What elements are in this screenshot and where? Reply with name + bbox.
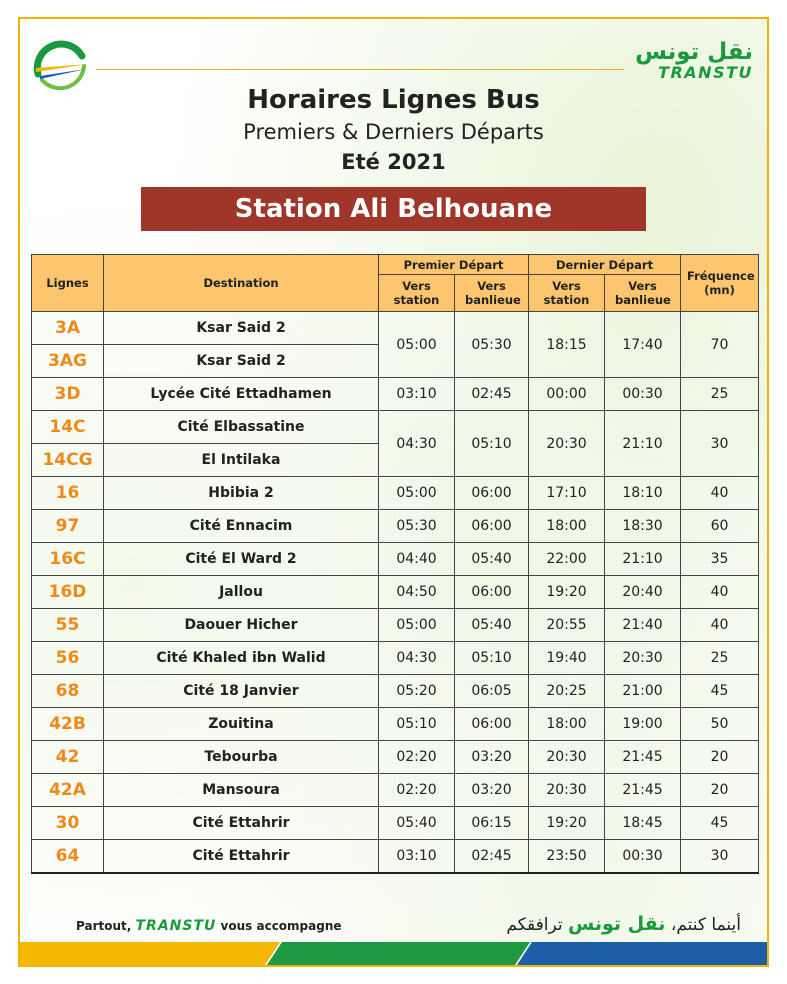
dernier-vers-station: 20:30 (529, 774, 605, 807)
line-code: 14C (32, 411, 104, 444)
line-code: 14CG (32, 444, 104, 477)
line-code: 3A (32, 312, 104, 345)
destination: Cité Ennacim (104, 510, 379, 543)
line-code: 30 (32, 807, 104, 840)
table-row (32, 510, 759, 543)
header-frequence: Fréquence (mn) (681, 255, 759, 312)
destination: Cité El Ward 2 (104, 543, 379, 576)
line-code: 42B (32, 708, 104, 741)
header-dernier-depart: Dernier Départ (529, 255, 681, 275)
brand-arabic: نقل تونس (635, 39, 753, 65)
destination: Zouitina (104, 708, 379, 741)
frequence: 45 (681, 675, 759, 708)
line-code: 64 (32, 840, 104, 874)
frequence: 40 (681, 609, 759, 642)
destination: Cité 18 Janvier (104, 675, 379, 708)
dernier-vers-station: 18:00 (529, 708, 605, 741)
frequence: 60 (681, 510, 759, 543)
dernier-vers-station: 20:25 (529, 675, 605, 708)
dernier-vers-station: 22:00 (529, 543, 605, 576)
premier-vers-station: 05:30 (379, 510, 455, 543)
footer-ar-text-1: أينما كنتم، (665, 915, 741, 935)
season-label: Eté 2021 (341, 150, 446, 174)
destination: El Intilaka (104, 444, 379, 477)
destination: Jallou (104, 576, 379, 609)
table-row (32, 576, 759, 609)
table-row (32, 840, 759, 874)
header-premier-vers-station: Vers station (379, 275, 455, 312)
premier-vers-banlieue: 02:45 (455, 378, 529, 411)
dernier-vers-banlieue: 21:45 (605, 741, 681, 774)
table-row (32, 807, 759, 840)
frequence: 40 (681, 477, 759, 510)
frequence: 35 (681, 543, 759, 576)
frequence: 30 (681, 411, 759, 477)
table-row (32, 675, 759, 708)
header-premier-depart: Premier Départ (379, 255, 529, 275)
table-row (32, 708, 759, 741)
dernier-vers-station: 19:20 (529, 807, 605, 840)
dernier-vers-banlieue: 21:10 (605, 411, 681, 477)
table-row (32, 378, 759, 411)
premier-vers-station: 05:40 (379, 807, 455, 840)
premier-vers-station: 04:50 (379, 576, 455, 609)
premier-vers-banlieue: 06:00 (455, 477, 529, 510)
header-lignes: Lignes (32, 255, 104, 312)
brand-latin: TRANSTU (658, 63, 753, 82)
table-row (32, 543, 759, 576)
line-code: 56 (32, 642, 104, 675)
table-row (32, 312, 759, 345)
destination: Cité Khaled ibn Walid (104, 642, 379, 675)
dernier-vers-station: 17:10 (529, 477, 605, 510)
dernier-vers-banlieue: 21:00 (605, 675, 681, 708)
dernier-vers-station: 19:40 (529, 642, 605, 675)
dernier-vers-station: 18:15 (529, 312, 605, 378)
table-row (32, 741, 759, 774)
frequence: 25 (681, 642, 759, 675)
dernier-vers-station: 20:30 (529, 411, 605, 477)
line-code: 42 (32, 741, 104, 774)
footer-color-stripes (20, 942, 767, 965)
dernier-vers-station: 18:00 (529, 510, 605, 543)
table-row (32, 477, 759, 510)
premier-vers-banlieue: 05:10 (455, 411, 529, 477)
premier-vers-banlieue: 05:30 (455, 312, 529, 378)
premier-vers-banlieue: 05:40 (455, 543, 529, 576)
page-subtitle: Premiers & Derniers Départs (243, 120, 544, 144)
premier-vers-station: 02:20 (379, 774, 455, 807)
destination: Hbibia 2 (104, 477, 379, 510)
line-code: 16D (32, 576, 104, 609)
dernier-vers-banlieue: 20:40 (605, 576, 681, 609)
line-code: 97 (32, 510, 104, 543)
footer-fr-brand: TRANSTU (135, 918, 217, 934)
frequence: 25 (681, 378, 759, 411)
dernier-vers-banlieue: 18:45 (605, 807, 681, 840)
header-premier-vers-banlieue: Vers banlieue (455, 275, 529, 312)
line-code: 16C (32, 543, 104, 576)
frequence: 40 (681, 576, 759, 609)
schedule-table (31, 254, 759, 874)
dernier-vers-banlieue: 19:00 (605, 708, 681, 741)
destination: Daouer Hicher (104, 609, 379, 642)
frequence: 70 (681, 312, 759, 378)
premier-vers-station: 03:10 (379, 378, 455, 411)
premier-vers-station: 02:20 (379, 741, 455, 774)
premier-vers-station: 05:00 (379, 477, 455, 510)
frequence: 50 (681, 708, 759, 741)
dernier-vers-banlieue: 21:45 (605, 774, 681, 807)
premier-vers-banlieue: 02:45 (455, 840, 529, 874)
line-code: 16 (32, 477, 104, 510)
premier-vers-banlieue: 06:00 (455, 708, 529, 741)
header-destination: Destination (104, 255, 379, 312)
premier-vers-station: 03:10 (379, 840, 455, 874)
premier-vers-station: 04:30 (379, 411, 455, 477)
dernier-vers-banlieue: 17:40 (605, 312, 681, 378)
footer-ar-text-2: ترافقكم (506, 915, 569, 935)
line-code: 3AG (32, 345, 104, 378)
table-row (32, 609, 759, 642)
frequence: 30 (681, 840, 759, 874)
table-row (32, 411, 759, 444)
premier-vers-station: 05:20 (379, 675, 455, 708)
dernier-vers-banlieue: 18:10 (605, 477, 681, 510)
brand-block (635, 40, 753, 82)
destination: Cité Elbassatine (104, 411, 379, 444)
premier-vers-banlieue: 06:15 (455, 807, 529, 840)
dernier-vers-station: 23:50 (529, 840, 605, 874)
destination: Tebourba (104, 741, 379, 774)
premier-vers-station: 05:00 (379, 609, 455, 642)
frequence: 20 (681, 741, 759, 774)
line-code: 42A (32, 774, 104, 807)
dernier-vers-station: 19:20 (529, 576, 605, 609)
header-dernier-vers-station: Vers station (529, 275, 605, 312)
table-row (32, 642, 759, 675)
premier-vers-station: 04:40 (379, 543, 455, 576)
line-code: 68 (32, 675, 104, 708)
line-code: 3D (32, 378, 104, 411)
footer-fr-text-2: vous accompagne (216, 919, 342, 933)
footer-slogan-ar (506, 913, 741, 935)
premier-vers-banlieue: 03:20 (455, 774, 529, 807)
footer-slogan-fr (76, 918, 342, 934)
premier-vers-banlieue: 06:00 (455, 510, 529, 543)
premier-vers-banlieue: 05:40 (455, 609, 529, 642)
premier-vers-banlieue: 06:05 (455, 675, 529, 708)
table-row (32, 774, 759, 807)
footer-ar-brand: نقل تونس (568, 913, 666, 935)
dernier-vers-banlieue: 18:30 (605, 510, 681, 543)
destination: Lycée Cité Ettadhamen (104, 378, 379, 411)
premier-vers-banlieue: 03:20 (455, 741, 529, 774)
footer-fr-text-1: Partout, (76, 919, 136, 933)
destination: Cité Ettahrir (104, 840, 379, 874)
station-banner: Station Ali Belhouane (141, 187, 646, 231)
dernier-vers-station: 20:55 (529, 609, 605, 642)
frequence: 20 (681, 774, 759, 807)
destination: Mansoura (104, 774, 379, 807)
premier-vers-station: 05:00 (379, 312, 455, 378)
header-rule (96, 69, 624, 70)
premier-vers-banlieue: 06:00 (455, 576, 529, 609)
page-title: Horaires Lignes Bus (247, 85, 540, 115)
premier-vers-station: 04:30 (379, 642, 455, 675)
dernier-vers-banlieue: 20:30 (605, 642, 681, 675)
line-code: 55 (32, 609, 104, 642)
destination: Cité Ettahrir (104, 807, 379, 840)
dernier-vers-banlieue: 21:40 (605, 609, 681, 642)
destination: Ksar Said 2 (104, 345, 379, 378)
premier-vers-station: 05:10 (379, 708, 455, 741)
dernier-vers-banlieue: 00:30 (605, 378, 681, 411)
dernier-vers-banlieue: 00:30 (605, 840, 681, 874)
destination: Ksar Said 2 (104, 312, 379, 345)
header-dernier-vers-banlieue: Vers banlieue (605, 275, 681, 312)
frequence: 45 (681, 807, 759, 840)
dernier-vers-station: 20:30 (529, 741, 605, 774)
premier-vers-banlieue: 05:10 (455, 642, 529, 675)
dernier-vers-banlieue: 21:10 (605, 543, 681, 576)
dernier-vers-station: 00:00 (529, 378, 605, 411)
